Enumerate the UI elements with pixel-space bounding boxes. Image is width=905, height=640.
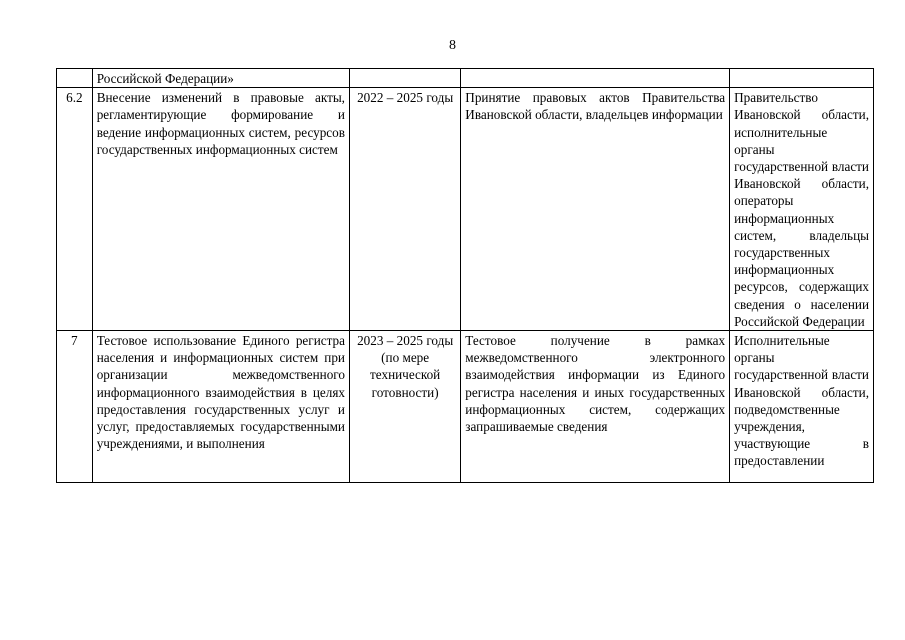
period-cell [349,69,460,88]
activity-cell [92,331,349,483]
table-row [57,69,874,88]
row-number: 7 [57,331,93,483]
activity-cell: Внесение изменений в правовые акты, регламентирующие формирование и ведение информационных систем, ресурсов государственных информационных систем [92,88,349,331]
executors-cell [730,69,874,88]
period-cell: 2023 – 2025 годы (по мере технической готовности) [349,331,460,483]
executors-text: Исполнительные органы государственной власти Ивановской области, подведомственные учреждения, участвующие в предоставлении [734,333,869,469]
activity-cell: Российской Федерации» [92,69,349,88]
executors-cell: Правительство Ивановской области, исполнительные органы государственной власти Ивановской области, операторы информационных систем, владельцы государственных информационных ресурсов, содержащих сведения о населении Российской Федерации [730,88,874,331]
table-row [57,331,874,483]
plan-table [56,68,874,483]
executors-cell [730,331,874,483]
result-cell: Тестовое получение в рамках межведомственного электронного взаимодействия информации из Единого регистра населения и иных государственных информационных систем, содержащих запрашиваемые сведения [461,331,730,483]
page-number: 8 [449,38,456,53]
result-cell [461,69,730,88]
row-number [57,69,93,88]
table-row [57,88,874,331]
activity-text: Тестовое использование Единого регистра населения и информационных систем при организации межведомственного информационного взаимодействия в целях предоставления государственных услуг и услуг, предоставляемых государственными учреждениями, и выполнения [96,333,345,452]
period-cell: 2022 – 2025 годы [349,88,460,331]
row-number: 6.2 [57,88,93,331]
result-cell: Принятие правовых актов Правительства Ивановской области, владельцев информации [461,88,730,331]
